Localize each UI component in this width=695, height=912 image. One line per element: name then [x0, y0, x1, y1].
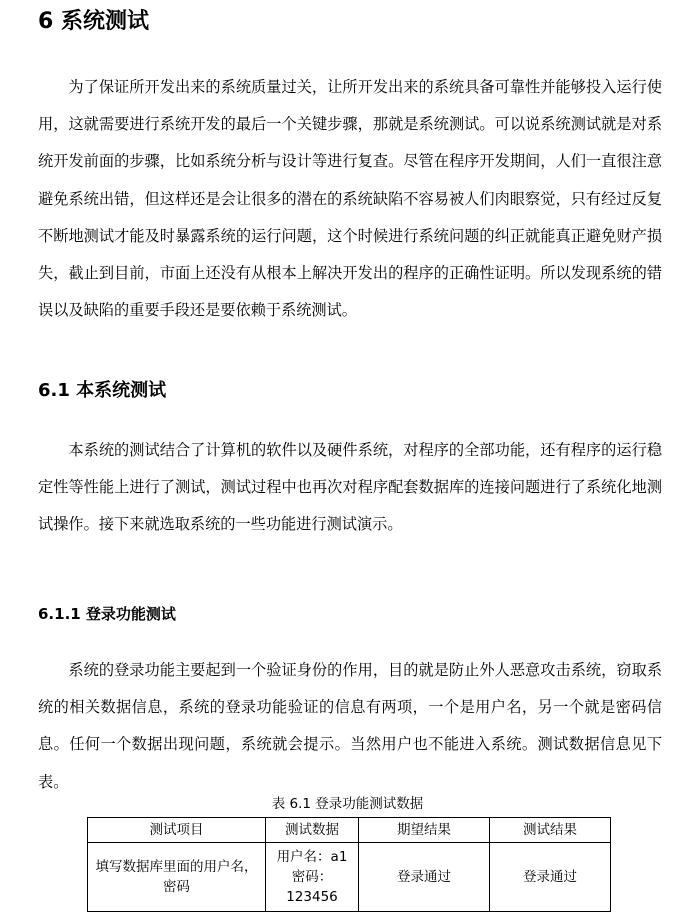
chapter-heading: 6 系统测试 — [38, 9, 149, 34]
section-heading: 6.1 本系统测试 — [38, 380, 167, 401]
login-test-table — [87, 817, 611, 912]
table-row — [88, 843, 611, 912]
table-header-row — [88, 818, 611, 843]
cell-password-label: 密码： — [291, 869, 333, 885]
header-expected: 期望结果 — [359, 818, 490, 843]
header-test-item: 测试项目 — [88, 818, 266, 843]
header-test-data: 测试数据 — [266, 818, 359, 843]
cell-username: 用户名：a1 — [276, 849, 348, 865]
section-paragraph: 本系统的测试结合了计算机的软件以及硬件系统，对程序的全部功能，还有程序的运行稳定性等性能上进行了测试，测试过程中也再次对程序配套数据库的连接问题进行了系统化地测试操作。接下来就选取系统的一些功能进行测试演示。 — [38, 441, 662, 534]
header-result: 测试结果 — [490, 818, 611, 843]
table-caption: 表 6.1 登录功能测试数据 — [271, 796, 424, 812]
login-paragraph: 系统的登录功能主要起到一个验证身份的作用，目的就是防止外人恶意攻击系统，窃取系统的相关数据信息，系统的登录功能验证的信息有两项，一个是用户名，另一个就是密码信息。任何一个数据出现问题，系统就会提示。当然用户也不能进入系统。测试数据信息见下表。 — [38, 661, 662, 791]
cell-test-data — [266, 843, 359, 912]
cell-password-value: 123456 — [286, 889, 338, 905]
cell-expected: 登录通过 — [359, 843, 490, 912]
subsection-heading: 6.1.1 登录功能测试 — [38, 605, 176, 623]
cell-result: 登录通过 — [490, 843, 611, 912]
cell-test-item: 填写数据库里面的用户名，密码 — [88, 843, 266, 912]
intro-paragraph: 为了保证所开发出来的系统质量过关，让所开发出来的系统具备可靠性并能够投入运行使用，这就需要进行系统开发的最后一个关键步骤，那就是系统测试。可以说系统测试就是对系统开发前面的步骤，比如系统分析与设计等进行复查。尽管在程序开发期间，人们一直很注意避免系统出错，但这样还是会让很多的潜在的系统缺陷不容易被人们肉眼察觉，只有经过反复不断地测试才能及时暴露系统的运行问题，这个时候进行系统问题的纠正就能真正避免财产损失，截止到目前，市面上还没有从根本上解决开发出的程序的正确性证明。所以发现系统的错误以及缺陷的重要手段还是要依赖于系统测试。 — [38, 78, 662, 320]
